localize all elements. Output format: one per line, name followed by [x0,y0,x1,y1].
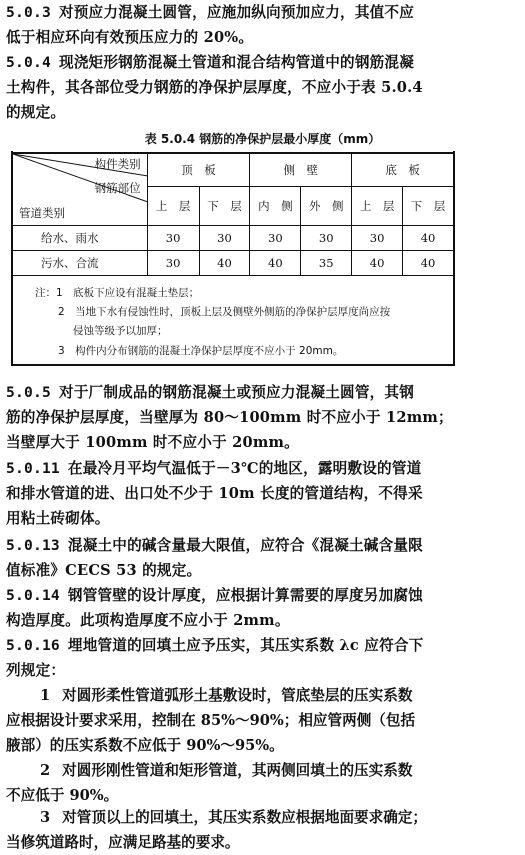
sub-item-2 [6,758,518,808]
clause-5-0-4 [6,50,518,125]
clause-number: 5.0.4 [6,54,51,71]
clause-5-0-5 [6,380,518,455]
subcol-header: 下 层 [199,187,250,226]
table-cell: 35 [301,251,352,276]
clause-number: 5.0.13 [6,537,60,554]
header-position-label: 钢筋部位 [94,181,141,195]
clause-text-line: 埋地管道的回填土应予压实，其压实系数 λc 应符合下 [67,637,424,654]
header-component-label: 构件类别 [94,157,141,171]
table-cell: 40 [352,251,403,276]
table-cell: 40 [403,251,454,276]
clause-number: 5.0.5 [6,384,51,401]
clause-text-line: 值标准》CECS 53 的规定。 [6,562,202,579]
clause-text-line: 对于厂制成品的钢筋混凝土或预应力混凝土圆管，其钢 [58,384,414,401]
table-notes [12,281,454,365]
clause-number: 5.0.11 [6,460,60,477]
clause-text-line: 混凝土中的碱含量最大限值，应符合《混凝土碱含量限 [67,537,423,554]
item-text-line: 当修筑道路时，应满足路基的要求。 [6,834,240,851]
clause-5-0-3 [6,0,518,50]
table-note: 侵蚀等级予以加厚； [73,325,168,337]
subcol-header: 外 侧 [301,187,352,226]
table-row [13,226,454,251]
clause-number: 5.0.14 [6,587,60,604]
clause-5-0-14 [6,583,518,633]
clause-text-line: 和排水管道的进、出口处不少于 10m 长度的管道结构，不得采 [6,485,423,502]
clause-text-line: 土构件，其各部位受力钢筋的净保护层厚度，不应小于表 5.0.4 [6,79,423,96]
row-name: 污水、合流 [13,251,148,276]
group-header-bottom-slab: 底 板 [352,153,454,187]
item-number: 1 [40,687,51,704]
clause-text-line: 用粘土砖砌体。 [6,510,110,527]
clause-text-line: 当壁厚大于 100mm 时不应小于 20mm。 [6,434,299,451]
row-name: 给水、雨水 [13,226,148,251]
item-number: 2 [40,762,51,779]
clause-text-line: 对预应力混凝土圆管，应施加纵向预加应力，其值不应 [58,4,414,21]
table-cell: 30 [250,226,301,251]
item-text-line: 对圆形柔性管道弧形土基敷设时，管底垫层的压实系数 [62,687,413,704]
cover-thickness-table [12,152,454,276]
subcol-header: 内 侧 [250,187,301,226]
table-cell: 40 [199,251,250,276]
clause-number: 5.0.16 [6,637,60,654]
group-header-side-wall: 侧 壁 [250,153,352,187]
clause-text-line: 钢管管壁的设计厚度，应根据计算需要的厚度另加腐蚀 [67,587,423,604]
subcol-header: 上 层 [352,187,403,226]
item-text-line: 不应低于 90%。 [6,787,119,804]
table-cell: 40 [250,251,301,276]
subcol-header: 下 层 [403,187,454,226]
table-row [13,251,454,276]
table-cell: 30 [301,226,352,251]
item-text-line: 对圆形刚性管道和矩形管道，其两侧回填土的压实系数 [62,762,413,779]
sub-item-3 [6,805,518,855]
clause-text-line: 低于相应环向有效预压应力的 20%。 [6,29,254,46]
diagonal-header-cell [13,153,148,226]
clause-text-line: 构造厚度。此项构造厚度不应小于 2mm。 [6,612,290,629]
item-number: 3 [40,809,51,826]
table-note: 3 构件内分布钢筋的混凝土净保护层厚度不应小于 20mm。 [58,345,344,357]
clause-text-line: 在最冷月平均气温低于－3℃的地区，露明敷设的管道 [67,460,422,477]
clause-5-0-16 [6,633,518,683]
sub-item-1 [6,683,518,758]
clause-text-line: 列规定： [6,662,66,679]
table-note: 注：1 底板下应设有混凝土垫层； [35,287,200,299]
table-title: 表 5.0.4 钢筋的净保护层最小厚度（mm） [144,132,381,146]
clause-5-0-11 [6,456,518,531]
clause-text-line: 现浇矩形钢筋混凝土管道和混合结构管道中的钢筋混凝 [58,54,414,71]
clause-text-line: 筋的净保护层厚度，当壁厚为 80～100mm 时不应小于 12mm； [6,409,453,426]
table-cell: 30 [147,226,199,251]
item-text-line: 应根据设计要求采用，控制在 85%～90%；相应管两侧（包括 [6,712,416,729]
header-type-label: 管道类别 [19,206,65,220]
table-cell: 30 [199,226,250,251]
item-text-line: 对管顶以上的回填土，其压实系数应根据地面要求确定； [62,809,428,826]
table-cell: 30 [147,251,199,276]
table-cell: 40 [403,226,454,251]
clause-number: 5.0.3 [6,4,51,21]
clause-5-0-13 [6,533,518,583]
item-text-line: 腋部）的压实系数不应低于 90%～95%。 [6,737,284,754]
group-header-top-slab: 顶 板 [147,153,250,187]
table-cell: 30 [352,226,403,251]
table-note: 2 当地下水有侵蚀性时，顶板上层及侧壁外侧筋的净保护层厚度尚应按 [58,306,391,318]
clause-text-line: 的规定。 [6,104,66,121]
subcol-header: 上 层 [147,187,199,226]
